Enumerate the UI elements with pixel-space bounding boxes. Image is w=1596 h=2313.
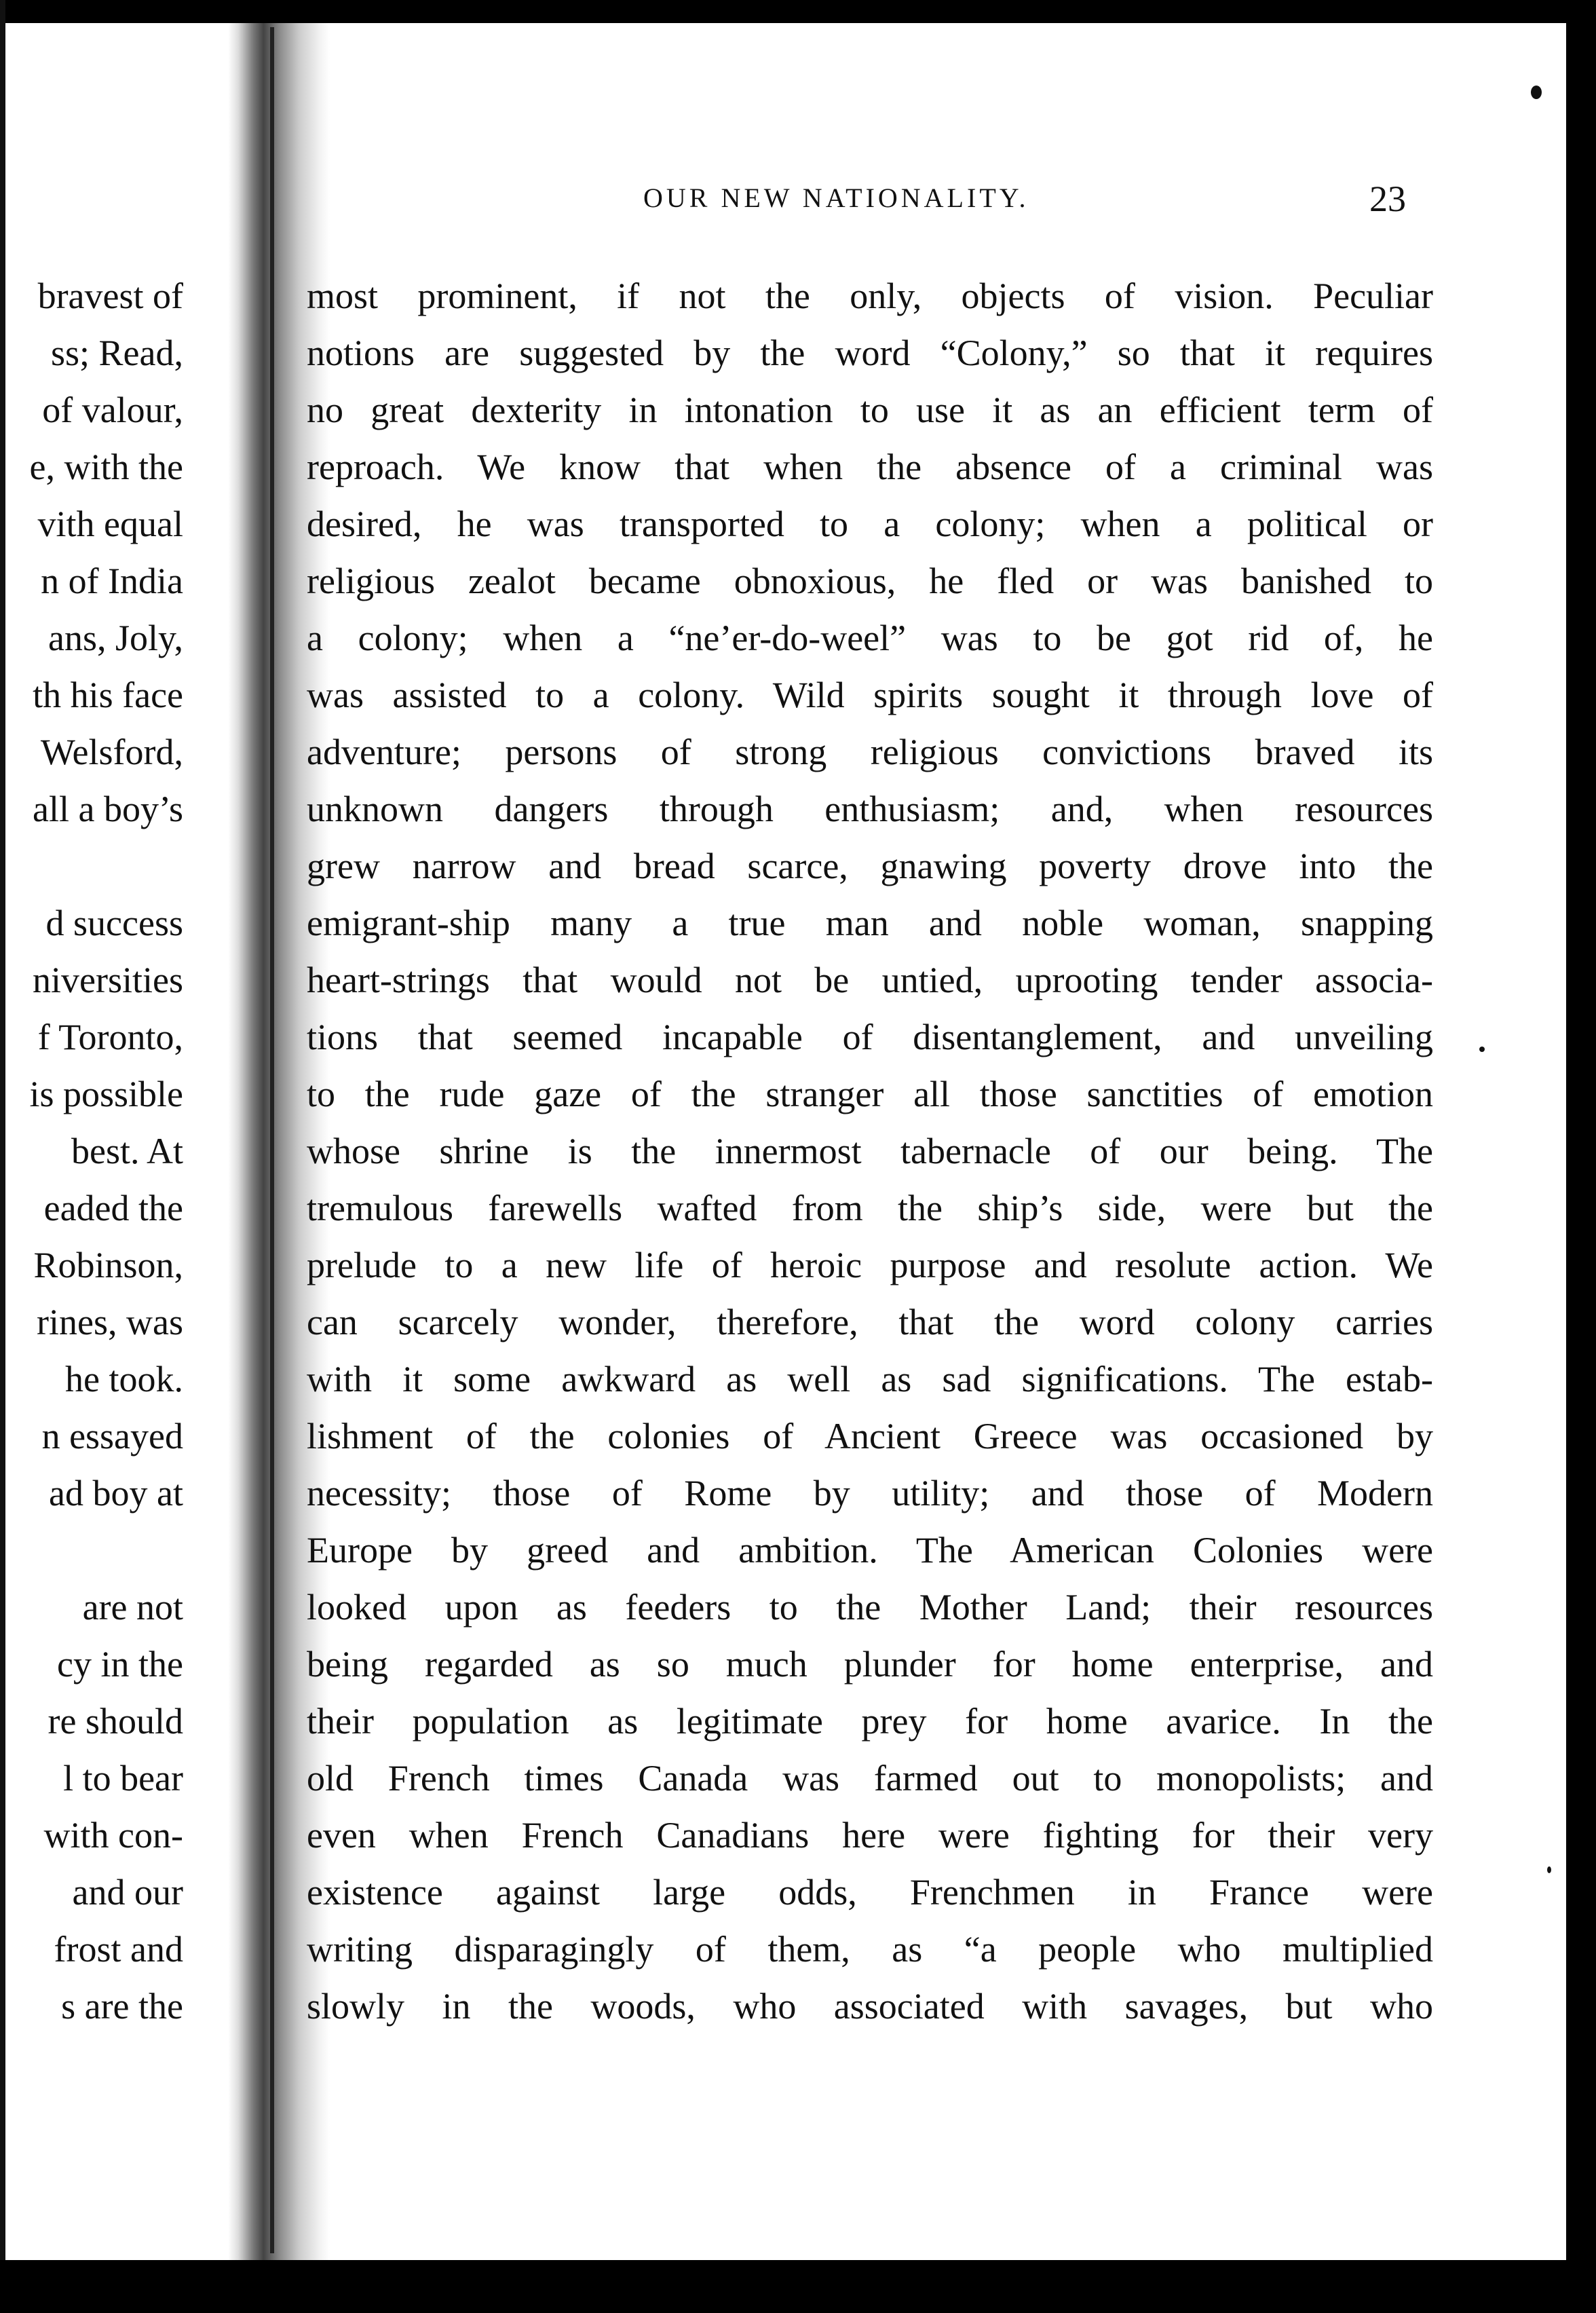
left-page-line: best. At [71,1131,183,1171]
left-page-line [0,1522,183,1579]
left-page-fragment [0,267,183,2035]
left-page-line: bravest of [37,276,183,316]
left-page-line: of valour, [42,390,183,430]
left-page-line: n essayed [41,1416,183,1456]
left-page-line: and our [72,1872,183,1913]
scan-edge-top [0,0,1596,23]
left-page-line: Welsford, [40,732,183,772]
left-page-line: th his face [33,675,183,715]
body-text-line: whose shrine is the innermost tabernacle of our being. The [307,1131,1433,1171]
left-page-line: l to bear [63,1758,183,1799]
body-text-line: tremulous farewells wafted from the ship’s side, were but the [307,1188,1433,1228]
body-text-line: desired, he was transported to a colony; when a political or [307,504,1433,544]
body-text-line: emigrant-ship many a true man and noble woman, snapping [307,903,1433,943]
left-page-line: rines, was [37,1302,183,1342]
left-page-line: vith equal [37,504,183,544]
body-text-line: old French times Canada was farmed out to monopolists; and [307,1758,1433,1799]
body-text-line: slowly in the woods, who associated with savages, but who [307,1986,1433,2027]
body-text-line: notions are suggested by the word “Colony,” so that it requires [307,333,1433,373]
left-page-line: Robinson, [33,1245,183,1285]
running-head: OUR NEW NATIONALITY. [643,183,1029,213]
body-text-line: tions that seemed incapable of disentanglement, and unveiling [307,1017,1433,1057]
left-page-line: he took. [65,1359,183,1399]
body-text-line: a colony; when a “ne’er-do-weel” was to be got rid of, he [307,618,1433,658]
body-text [307,267,1433,2035]
left-page-line: with con- [43,1815,183,1856]
body-text-line: Europe by greed and ambition. The American Colonies were [307,1530,1433,1571]
speck-mark [1547,1866,1551,1873]
body-text-line: even when French Canadians here were fighting for their very [307,1815,1433,1856]
speck-mark [1479,1047,1485,1052]
body-text-line: heart-strings that would not be untied, uprooting tender associa- [307,960,1433,1000]
body-text-line: with it some awkward as well as sad significations. The estab- [307,1359,1433,1399]
left-page-line: is possible [29,1074,183,1114]
body-text-line: prelude to a new life of heroic purpose and resolute action. We [307,1245,1433,1285]
left-page-line: f Toronto, [37,1017,183,1057]
body-text-line: unknown dangers through enthusiasm; and, when resources [307,789,1433,829]
body-text-line: writing disparagingly of them, as “a people who multiplied [307,1929,1433,1970]
body-text-line: lishment of the colonies of Ancient Greece was occasioned by [307,1416,1433,1456]
left-page-line: ss; Read, [51,333,183,373]
left-page-line: eaded the [43,1188,183,1228]
left-page-line: e, with the [29,447,183,487]
speck-mark [1531,86,1542,99]
scan-edge-bottom [0,2260,1596,2313]
body-text-line: religious zealot became obnoxious, he fled or was banished to [307,561,1433,601]
left-page-line: all a boy’s [33,789,183,829]
left-page-line: ans, Joly, [48,618,183,658]
body-text-line: was assisted to a colony. Wild spirits sought it through love of [307,675,1433,715]
body-text-line: looked upon as feeders to the Mother Land; their resources [307,1587,1433,1628]
body-text-line: to the rude gaze of the stranger all those sanctities of emotion [307,1074,1433,1114]
left-page-line: ad boy at [49,1473,183,1513]
body-text-line: no great dexterity in intonation to use it as an efficient term of [307,390,1433,430]
body-text-line: grew narrow and bread scarce, gnawing poverty drove into the [307,846,1433,886]
body-text-line: existence against large odds, Frenchmen in France were [307,1872,1433,1913]
left-page-line: are not [82,1587,183,1628]
body-text-line: reproach. We know that when the absence of a criminal was [307,447,1433,487]
page-number: 23 [1369,178,1406,219]
body-text-line: adventure; persons of strong religious convictions braved its [307,732,1433,772]
body-text-line: necessity; those of Rome by utility; and those of Modern [307,1473,1433,1513]
left-page-line: frost and [54,1929,183,1970]
body-text-line: can scarcely wonder, therefore, that the word colony carries [307,1302,1433,1342]
left-page-line: d success [45,903,183,943]
book-gutter-line [270,27,274,2253]
body-text-line: being regarded as so much plunder for home enterprise, and [307,1644,1433,1685]
left-page-line: re should [48,1701,183,1742]
scan-edge-right [1566,0,1596,2313]
left-page-line: niversities [33,960,183,1000]
left-page-line: cy in the [57,1644,183,1685]
body-text-line: their population as legitimate prey for home avarice. In the [307,1701,1433,1742]
body-text-line: most prominent, if not the only, objects of vision. Peculiar [307,276,1433,316]
left-page-line: s are the [61,1986,183,2027]
left-page-line: n of India [41,561,183,601]
left-page-line [0,838,183,895]
